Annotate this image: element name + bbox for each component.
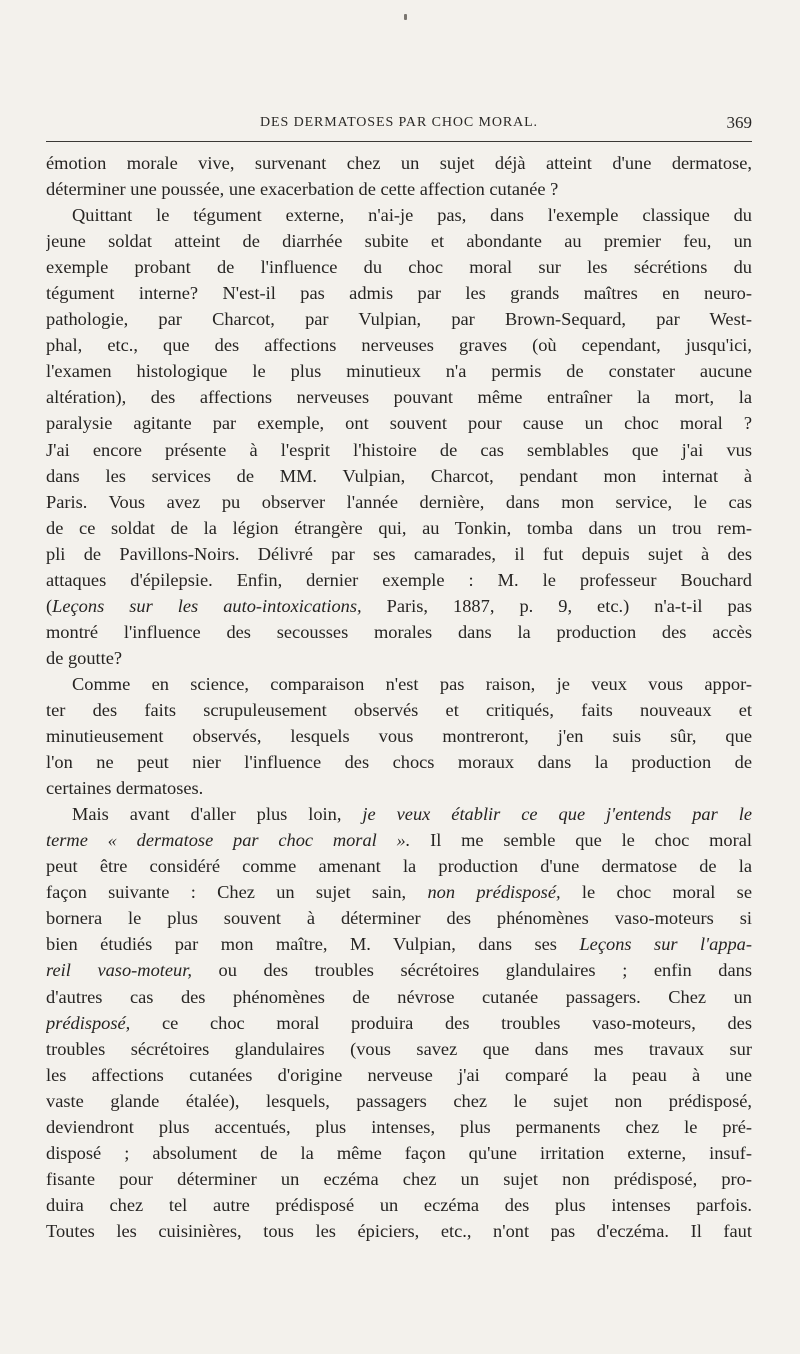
italic-segment: Leçons sur les auto-intoxications, bbox=[52, 595, 362, 616]
text-segment: ( bbox=[46, 595, 53, 616]
italic-segment: prédisposé, bbox=[46, 1012, 131, 1033]
text-line: d'autres cas des phénomènes de névrose cutanée passagers. Chez un bbox=[46, 986, 752, 1007]
text-line: de goutte? bbox=[46, 647, 123, 668]
text-line: dans les services de MM. Vulpian, Charcot, pendant mon internat à bbox=[46, 465, 752, 486]
italic-segment: reil vaso-moteur, bbox=[46, 960, 192, 981]
text-segment: le choc moral se bbox=[560, 882, 752, 903]
text-line: paralysie agitante par exemple, ont souvent pour cause un choc moral ? bbox=[46, 413, 752, 434]
page-number: 369 bbox=[726, 113, 752, 132]
text-line: émotion morale vive, survenant chez un sujet déjà atteint d'une dermatose, bbox=[46, 153, 752, 173]
text-line: pli de Pavillons-Noirs. Délivré par ses camarades, il fut depuis sujet à des bbox=[46, 543, 752, 564]
text-line: certaines dermatoses. bbox=[46, 778, 204, 799]
text-line bbox=[46, 931, 752, 957]
header-rule bbox=[46, 141, 752, 142]
text-line: altération), des affections nerveuses pouvant même entraîner la mort, la bbox=[46, 387, 752, 408]
italic-segment: terme « dermatose par choc moral ». bbox=[46, 830, 411, 851]
text-line: exemple probant de l'influence du choc moral sur les sécrétions du bbox=[46, 257, 752, 278]
text-segment: ce choc moral produira des troubles vaso-moteurs, des bbox=[130, 1012, 752, 1033]
text-segment: façon suivante : Chez un sujet sain, bbox=[46, 882, 428, 903]
text-line: peut être considéré comme amenant la production d'une dermatose de la bbox=[46, 856, 752, 877]
text-line: duira chez tel autre prédisposé un eczéma des plus intenses parfois. bbox=[46, 1194, 752, 1215]
text-line: troubles sécrétoires glandulaires (vous savez que dans mes travaux sur bbox=[46, 1038, 752, 1059]
text-line bbox=[46, 827, 752, 853]
text-line bbox=[46, 879, 752, 905]
text-line: les affections cutanées d'origine nerveuse j'ai comparé la peau à une bbox=[46, 1064, 752, 1085]
text-line: l'examen histologique le plus minutieux n'a permis de constater aucune bbox=[46, 361, 752, 382]
text-line: minutieusement observés, lesquels vous montreront, j'en suis sûr, que bbox=[46, 726, 752, 747]
text-line bbox=[46, 801, 752, 827]
ink-speck bbox=[404, 14, 407, 20]
text-segment: Mais avant d'aller plus loin, bbox=[72, 804, 363, 825]
text-line: deviendront plus accentués, plus intenses, plus permanents chez le pré- bbox=[46, 1116, 752, 1137]
text-line: disposé ; absolument de la même façon qu'une irritation externe, insuf- bbox=[46, 1142, 752, 1163]
body-text bbox=[46, 150, 752, 1244]
text-line: fisante pour déterminer un eczéma chez un sujet non prédisposé, pro- bbox=[46, 1168, 752, 1189]
text-line: tégument interne? N'est-il pas admis par les grands maîtres en neuro- bbox=[46, 283, 752, 304]
text-segment: bien étudiés par mon maître, M. Vulpian, dans ses bbox=[46, 934, 580, 955]
text-line: vaste glande étalée), lesquels, passagers chez le sujet non prédisposé, bbox=[46, 1090, 752, 1111]
text-line bbox=[46, 1010, 752, 1036]
text-line: Toutes les cuisinières, tous les épiciers, etc., n'ont pas d'eczéma. Il faut bbox=[46, 1220, 752, 1241]
text-line: ter des faits scrupuleusement observés et critiqués, faits nouveaux et bbox=[46, 699, 752, 720]
text-line bbox=[46, 593, 752, 619]
italic-segment: Leçons sur l'appa- bbox=[579, 934, 752, 955]
text-line: phal, etc., que des affections nerveuses graves (où cependant, jusqu'ici, bbox=[46, 335, 752, 356]
italic-segment: je veux établir ce que j'entends par le bbox=[362, 804, 752, 825]
italic-segment: non prédisposé, bbox=[427, 882, 561, 903]
text-line: attaques d'épilepsie. Enfin, dernier exemple : M. le professeur Bouchard bbox=[46, 569, 752, 590]
text-line: de ce soldat de la légion étrangère qui, au Tonkin, tomba dans un trou rem- bbox=[46, 517, 752, 538]
text-line: l'on ne peut nier l'influence des chocs moraux dans la production de bbox=[46, 752, 752, 773]
text-line: déterminer une poussée, une exacerbation de cette affection cutanée ? bbox=[46, 179, 559, 200]
text-line: bornera le plus souvent à déterminer des phénomènes vaso-moteurs si bbox=[46, 908, 752, 929]
text-segment: Paris, 1887, p. 9, etc.) n'a-t-il pas bbox=[361, 595, 752, 616]
text-line: Comme en science, comparaison n'est pas raison, je veux vous appor- bbox=[72, 673, 752, 694]
text-line: Paris. Vous avez pu observer l'année dernière, dans mon service, le cas bbox=[46, 491, 752, 512]
text-line: pathologie, par Charcot, par Vulpian, par Brown-Sequard, par West- bbox=[46, 309, 752, 330]
text-line: jeune soldat atteint de diarrhée subite et abondante au premier feu, un bbox=[46, 231, 752, 252]
text-line: J'ai encore présente à l'esprit l'histoire de cas semblables que j'ai vus bbox=[46, 439, 752, 460]
text-line: montré l'influence des secousses morales dans la production des accès bbox=[46, 621, 752, 642]
text-segment: ou des troubles sécrétoires glandulaires ; enfin dans bbox=[191, 960, 752, 981]
text-line bbox=[46, 957, 752, 983]
running-header bbox=[46, 113, 752, 133]
running-title: DES DERMATOSES PAR CHOC MORAL. bbox=[260, 115, 538, 130]
text-segment: Il me semble que le choc moral bbox=[410, 830, 752, 851]
text-line: Quittant le tégument externe, n'ai-je pas, dans l'exemple classique du bbox=[72, 205, 752, 226]
